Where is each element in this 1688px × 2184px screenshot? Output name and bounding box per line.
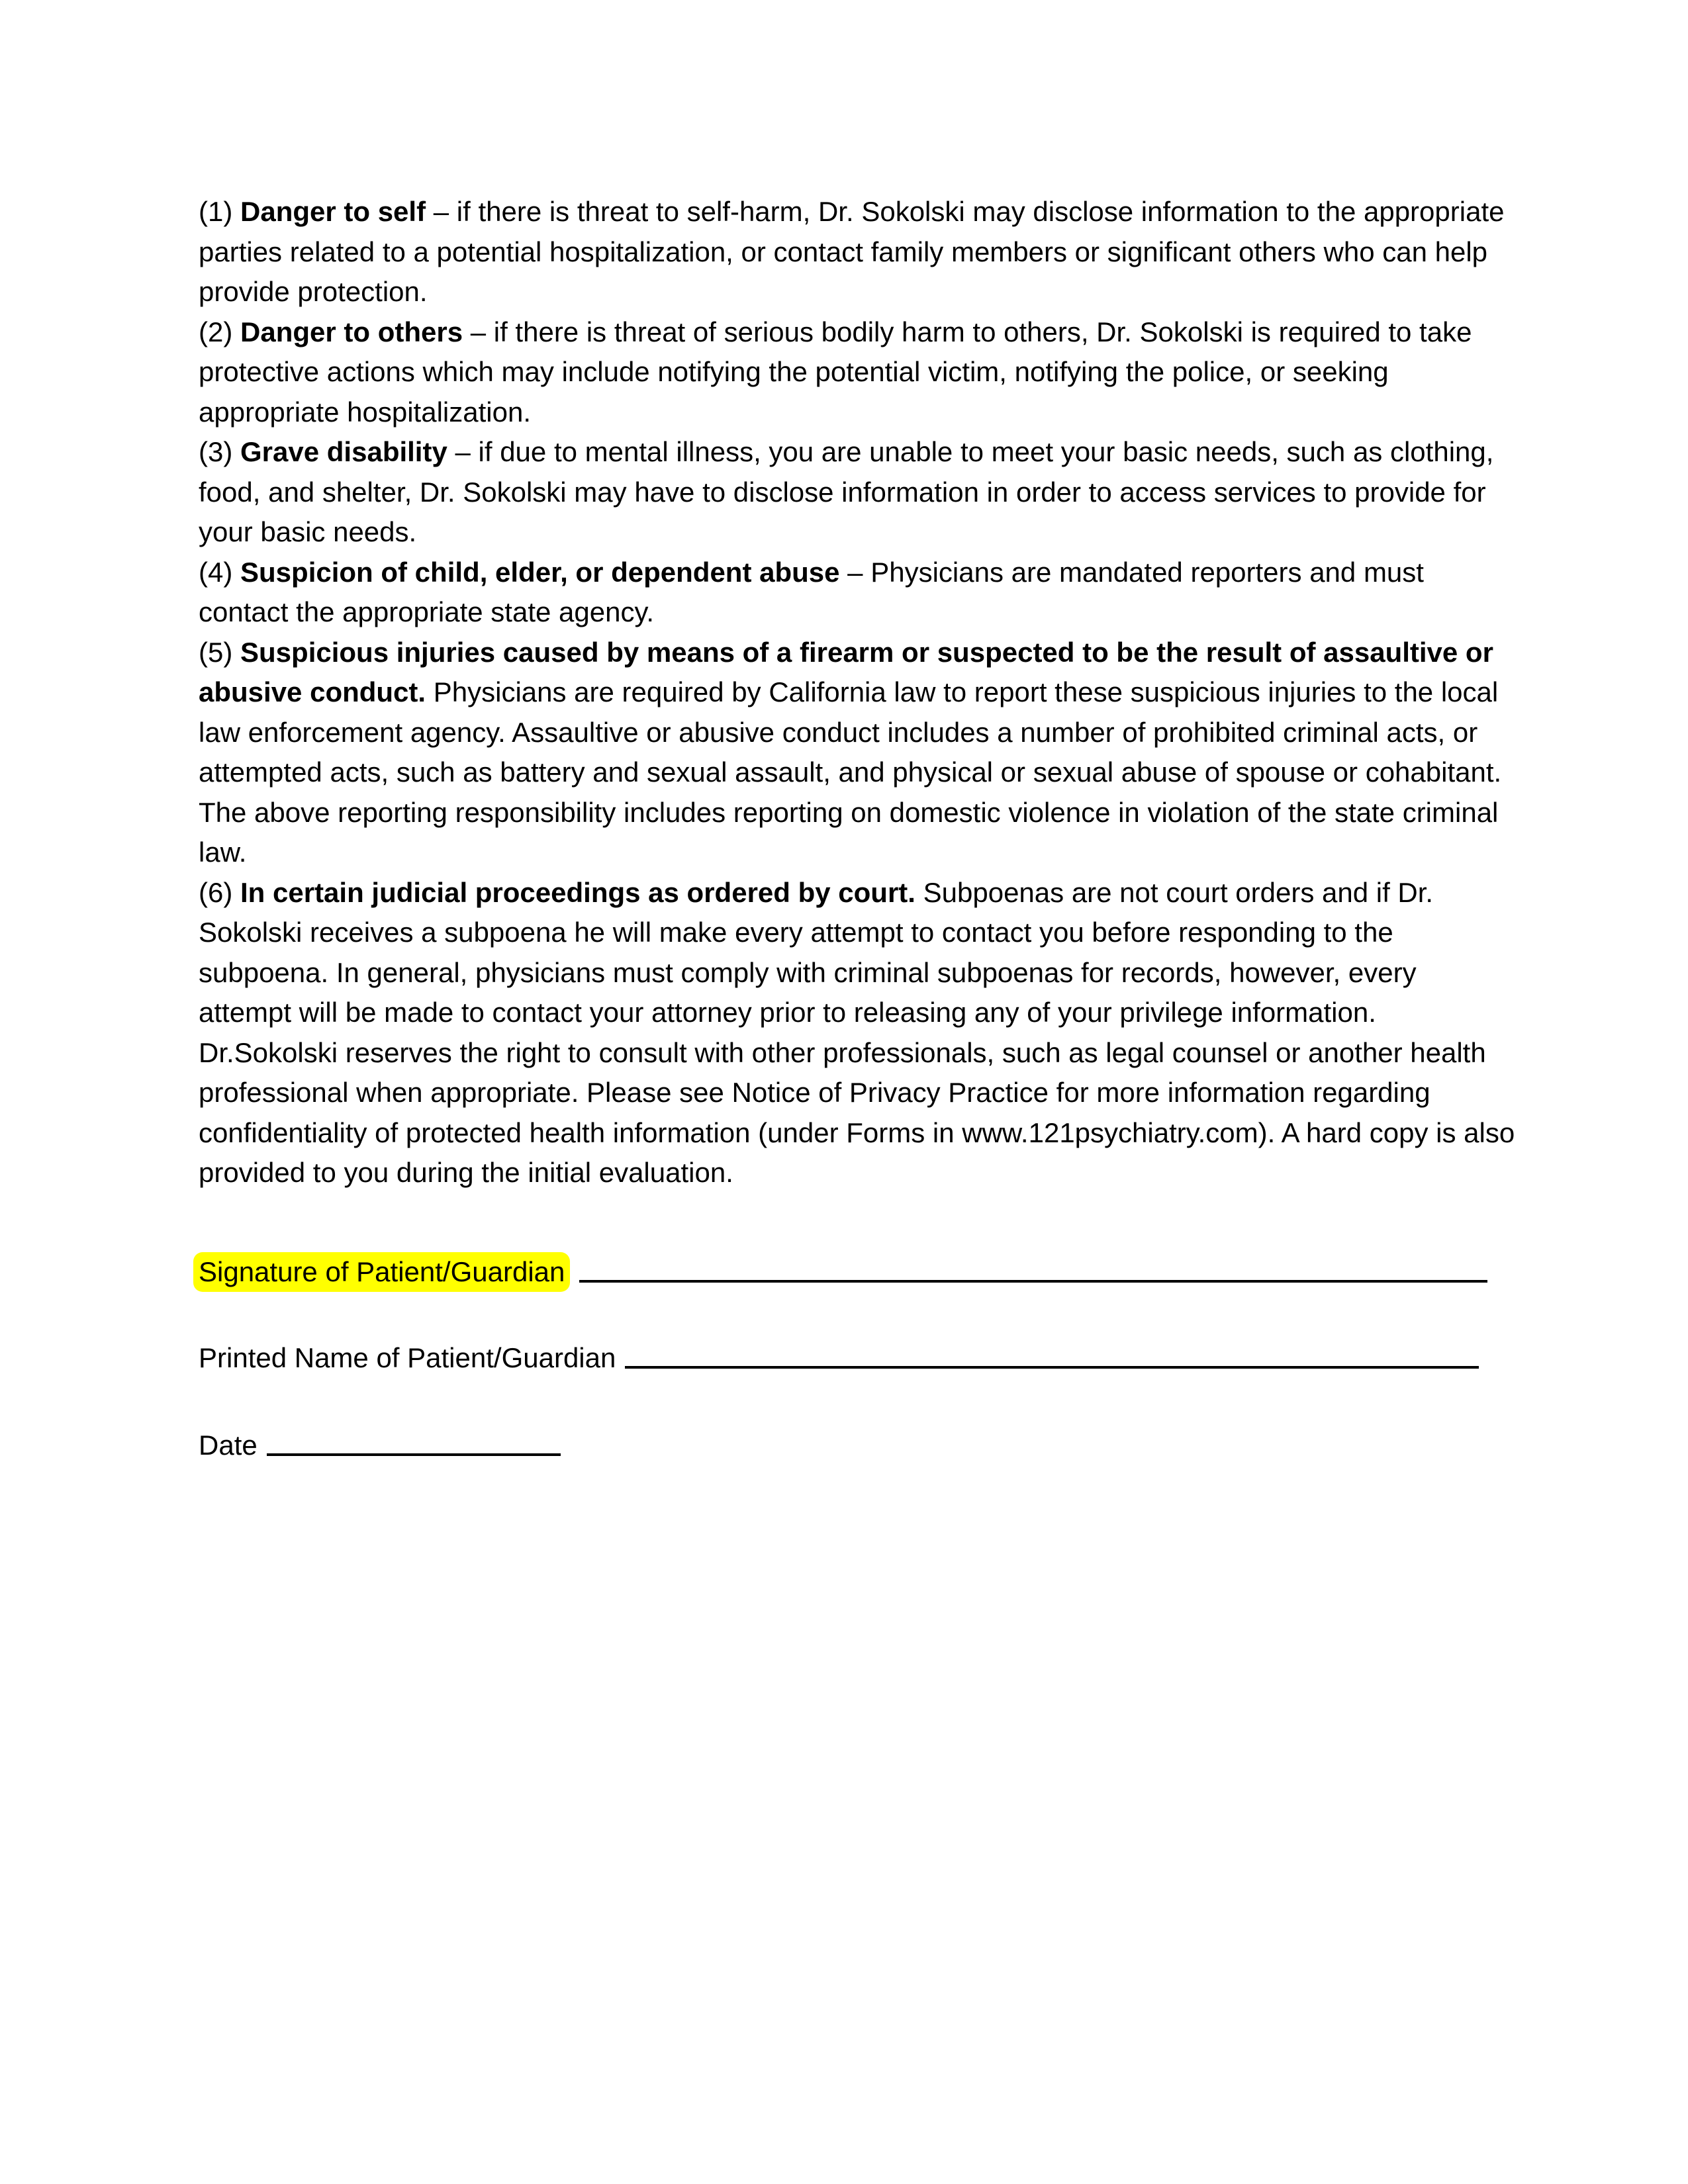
- item-number: (4): [199, 556, 233, 588]
- item-number: (1): [199, 196, 233, 227]
- date-label: Date: [199, 1430, 258, 1461]
- exception-item-danger-to-others: [199, 312, 1516, 433]
- item-text: Subpoenas are not court orders and if Dr. Sokolski receives a subpoena he will make every attempt to contact you before responding to the subpoena. In general, physicians must comply with criminal subpoenas for records, however, every attempt will be made to contact your attorney prior to releasing any of your privilege information. Dr.Sokolski reserves the right to consult with other professionals, such as legal counsel or another health professional when appropriate. Please see Notice of Privacy Practice for more information regarding confidentiality of protected health information (under Forms in www.121psychiatry.com). A hard copy is also provided to you during the initial evaluation.: [199, 876, 1515, 1188]
- exception-item-judicial-proceedings: [199, 873, 1516, 1193]
- confidentiality-exceptions-list: [199, 192, 1516, 1193]
- signature-label: Signature of Patient/Guardian: [193, 1252, 570, 1292]
- signature-row: [199, 1252, 1487, 1292]
- item-text: – if there is threat to self-harm, Dr. Sokolski may disclose information to the appropriate parties related to a potential hospitalization, or contact family members or significant others who can help provide protection.: [199, 196, 1505, 307]
- item-heading: Danger to others: [240, 316, 463, 347]
- date-line[interactable]: [267, 1453, 561, 1456]
- exception-item-danger-to-self: [199, 192, 1516, 312]
- item-number: (6): [199, 876, 233, 908]
- item-number: (5): [199, 636, 233, 668]
- item-heading: Suspicion of child, elder, or dependent abuse: [240, 556, 840, 588]
- exception-item-grave-disability: [199, 432, 1516, 553]
- item-heading: Grave disability: [240, 436, 447, 467]
- item-text: – if there is threat of serious bodily harm to others, Dr. Sokolski is required to take protective actions which may include notifying the potential victim, notifying the police, or seeking appropriate hospitalization.: [199, 316, 1472, 428]
- exception-item-suspicious-injuries: [199, 633, 1516, 873]
- item-number: (2): [199, 316, 233, 347]
- printed-name-label: Printed Name of Patient/Guardian: [199, 1342, 616, 1373]
- printed-name-row: [199, 1338, 1479, 1378]
- item-heading: Danger to self: [240, 196, 426, 227]
- item-number: (3): [199, 436, 233, 467]
- exception-item-abuse-suspicion: [199, 553, 1516, 633]
- item-text: – Physicians are mandated reporters and must contact the appropriate state agency.: [199, 556, 1424, 627]
- item-text: Physicians are required by California law to report these suspicious injuries to the local law enforcement agency. Assaultive or abusive conduct includes a number of prohibited criminal acts, or attempted acts, such as battery and sexual assault, and physical or sexual abuse of spouse or cohabitant. The above reporting responsibility includes reporting on domestic violence in violation of the state criminal law.: [199, 676, 1502, 868]
- signature-line[interactable]: [579, 1280, 1487, 1283]
- item-text: – if due to mental illness, you are unable to meet your basic needs, such as clothing, food, and shelter, Dr. Sokolski may have to disclose information in order to access services to provide for your basic needs.: [199, 436, 1494, 547]
- item-heading: Suspicious injuries caused by means of a firearm or suspected to be the result of assaultive or abusive conduct.: [199, 636, 1493, 707]
- date-row: [199, 1426, 561, 1465]
- item-heading: In certain judicial proceedings as ordered by court.: [240, 876, 915, 908]
- printed-name-line[interactable]: [625, 1366, 1479, 1369]
